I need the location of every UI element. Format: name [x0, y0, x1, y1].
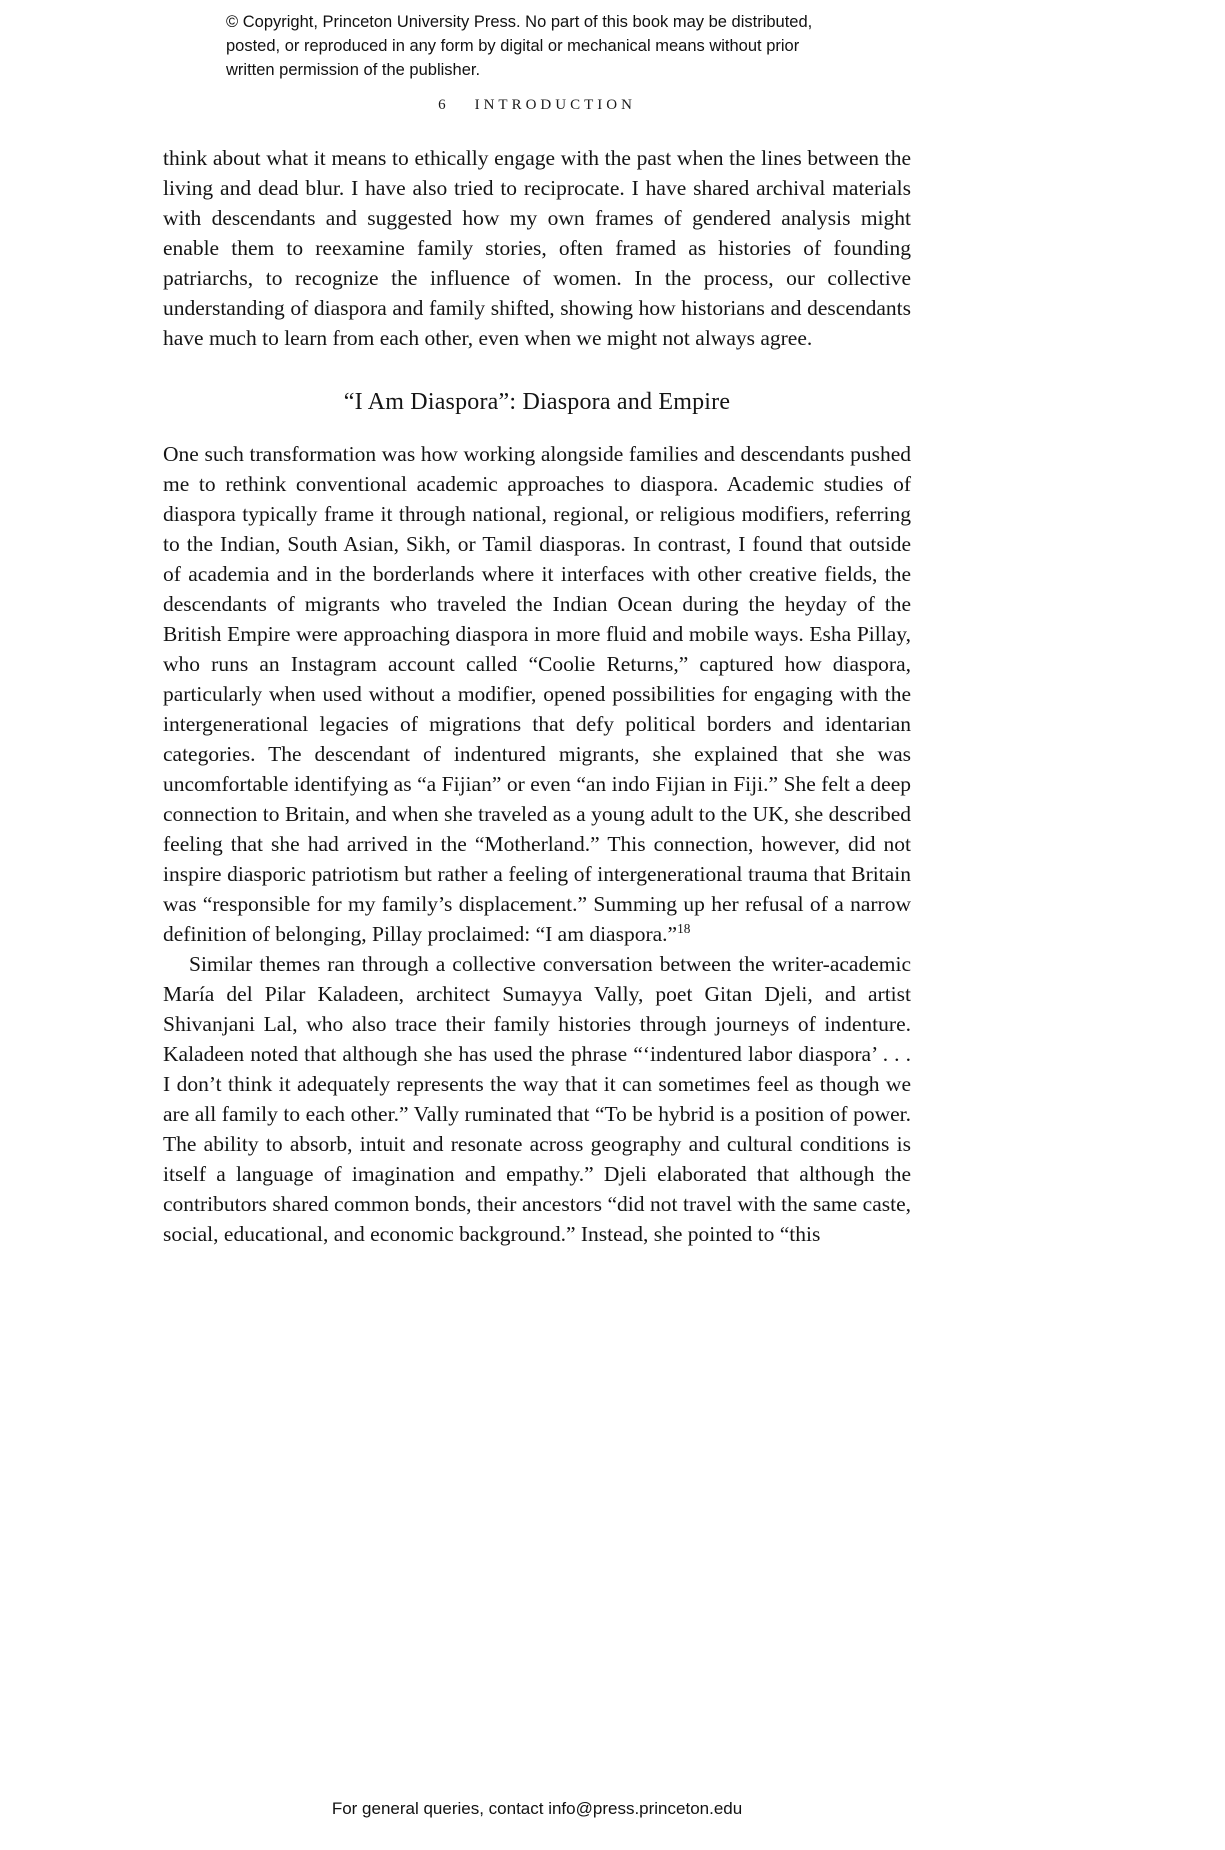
paragraph-3: Similar themes ran through a collective conversation between the writer-academic María del Pilar Kaladeen, architect Sumayya Vally, poet Gitan Djeli, and artist Shivanjani Lal, who also trace their family histories through journeys of indenture. Kaladeen noted that although she has used the phrase “‘indentured labor diaspora’ . . . I don’t think it adequately represents the way that it can sometimes feel as though we are all family to each other.” Vally ruminated that “To be hybrid is a position of power. The ability to absorb, intuit and resonate across geography and cultural conditions is itself a language of imagination and empathy.” Djeli elaborated that although the contributors shared common bonds, their ancestors “did not travel with the same caste, social, educational, and economic background.” Instead, she pointed to “this	[163, 952, 911, 1246]
page-number: 6	[438, 97, 447, 113]
chapter-title: INTRODUCTION	[474, 97, 636, 113]
body-text	[163, 143, 911, 1249]
paragraph-2-text: One such transformation was how working alongside families and descendants pushed me to rethink conventional academic approaches to diaspora. Academic studies of diaspora typically frame it through national, regional, or religious modifiers, referring to the Indian, South Asian, Sikh, or Tamil diasporas. In contrast, I found that outside of academia and in the borderlands where it interfaces with other creative fields, the descendants of migrants who traveled the Indian Ocean during the heyday of the British Empire were approaching diaspora in more fluid and mobile ways. Esha Pillay, who runs an Instagram account called “Coolie Returns,” captured how diaspora, particularly when used without a modifier, opened possibilities for engaging with the intergenerational legacies of migrations that defy political borders and identarian categories. The descendant of indentured migrants, she explained that she was uncomfortable identifying as “a Fijian” or even “an indo Fijian in Fiji.” She felt a deep connection to Britain, and when she traveled as a young adult to the UK, she described feeling that she had arrived in the “Motherland.” This connection, however, did not inspire diasporic patriotism but rather a feeling of intergenerational trauma that Britain was “responsible for my family’s displacement.” Summing up her refusal of a narrow definition of belonging, Pillay proclaimed: “I am diaspora.”	[163, 442, 911, 946]
running-head	[163, 97, 911, 114]
copyright-notice: © Copyright, Princeton University Press. No part of this book may be distributed, posted, or reproduced in any form by digital or mechanical means without prior written permission of the publisher.	[226, 13, 813, 79]
section-heading: “I Am Diaspora”: Diaspora and Empire	[343, 389, 731, 415]
paragraph-1: think about what it means to ethically engage with the past when the lines between the living and dead blur. I have also tried to reciprocate. I have shared archival materials with descendants and suggested how my own frames of gendered analysis might enable them to reexamine family stories, often framed as histories of founding patriarchs, to recognize the influence of women. In the process, our collective understanding of diaspora and family shifted, showing how historians and descendants have much to learn from each other, even when we might not always agree.	[163, 146, 911, 350]
footnote-marker: 18	[677, 920, 691, 936]
footer-contact: For general queries, contact info@press.princeton.edu	[331, 1799, 743, 1818]
paragraph-2	[163, 439, 911, 949]
